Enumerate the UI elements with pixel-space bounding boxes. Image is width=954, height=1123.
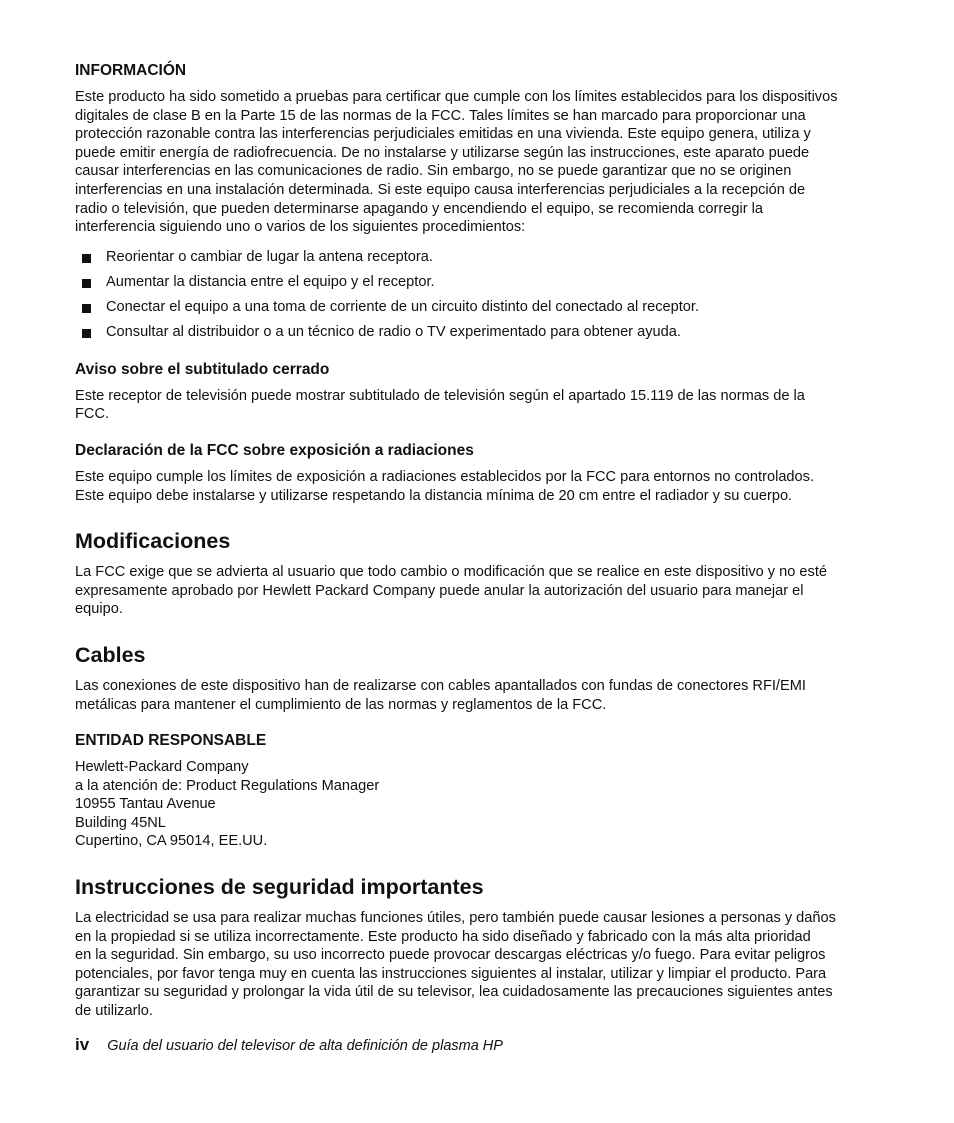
footer-document-title: Guía del usuario del televisor de alta definición de plasma HP	[107, 1038, 503, 1054]
section-heading-entidad: ENTIDAD RESPONSABLE	[75, 732, 267, 750]
text-line: Este equipo debe instalarse y utilizarse respetando la distancia mínima de 20 cm entre el radiador y su cuerpo.	[75, 487, 793, 504]
text-line: Las conexiones de este dispositivo han de realizarse con cables apantallados con fundas de conectores RFI/EMI	[75, 677, 806, 694]
modificaciones-paragraph	[75, 563, 875, 619]
text-line: FCC.	[75, 406, 110, 423]
text-line: digitales de clase B en la Parte 15 de las normas de la FCC. Tales límites se han marcado para proporcionar una	[75, 107, 806, 124]
text-line: equipo.	[75, 601, 123, 618]
text-line: Este receptor de televisión puede mostrar subtitulado de televisión según el apartado 15.119 de las normas de la	[75, 387, 805, 404]
text-line: garantizar su seguridad y prolongar la vida útil de su televisor, lea cuidadosamente las precauciones siguientes antes	[75, 984, 833, 1001]
subtitulado-paragraph	[75, 387, 875, 424]
text-line: potenciales, por favor tenga muy en cuenta las instrucciones siguientes al instalar, utilizar y limpiar el producto. Para	[75, 965, 827, 982]
informacion-paragraph	[75, 88, 875, 237]
list-item-text: Reorientar o cambiar de lugar la antena receptora.	[106, 248, 433, 265]
text-line: Este equipo cumple los límites de exposición a radiaciones establecidos por la FCC para entornos no controlados.	[75, 468, 815, 485]
list-item-text: Consultar al distribuidor o a un técnico de radio o TV experimentado para obtener ayuda.	[106, 323, 681, 340]
text-line: puede emitir energía de radiofrecuencia. De no instalarse y utilizarse según las instrucciones, este aparato puede	[75, 144, 810, 161]
section-heading-radiaciones: Declaración de la FCC sobre exposición a radiaciones	[75, 441, 474, 459]
address-line: Building 45NL	[75, 814, 166, 831]
seguridad-paragraph	[75, 909, 875, 1021]
text-line: radio o televisión, que pueden determinarse apagando y encendiendo el equipo, se recomienda corregir la	[75, 200, 763, 217]
text-line: causar interferencias en las comunicaciones de radio. Sin embargo, no se puede garantizar que no se originen	[75, 163, 792, 180]
text-line: en la seguridad. Sin embargo, su uso incorrecto puede provocar descargas eléctricas y/o fuego. Para evitar peligros	[75, 947, 826, 964]
text-line: interferencias en una instalación determinada. Si este equipo causa interferencias perjudiciales a la recepción de	[75, 181, 806, 198]
bullet-square-icon	[82, 279, 91, 288]
document-page	[75, 60, 875, 1021]
text-line: interferencia siguiendo uno o varios de los siguientes procedimientos:	[75, 219, 526, 236]
text-line: expresamente aprobado por Hewlett Packard Company puede anular la autorización del usuario para manejar el	[75, 582, 804, 599]
bullet-square-icon	[82, 254, 91, 263]
text-line: La FCC exige que se advierta al usuario que todo cambio o modificación que se realice en este dispositivo y no esté	[75, 564, 828, 581]
address-line: 10955 Tantau Avenue	[75, 796, 216, 813]
text-line: en la propiedad si se utiliza incorrectamente. Este producto ha sido diseñado y fabricado con la más alta prioridad	[75, 928, 811, 945]
page-footer	[75, 1035, 503, 1055]
text-line: La electricidad se usa para realizar muchas funciones útiles, pero también puede causar lesiones a personas y daños	[75, 910, 836, 927]
text-line: de utilizarlo.	[75, 1003, 153, 1020]
entidad-address	[75, 758, 875, 851]
section-heading-cables: Cables	[75, 642, 146, 667]
list-item	[75, 245, 875, 270]
bullet-square-icon	[82, 304, 91, 313]
address-line: a la atención de: Product Regulations Manager	[75, 777, 380, 794]
list-item	[75, 295, 875, 320]
list-item	[75, 320, 875, 345]
section-heading-modificaciones: Modificaciones	[75, 529, 231, 554]
page-number: iv	[75, 1035, 90, 1054]
radiaciones-paragraph	[75, 468, 875, 505]
text-line: protección razonable contra las interferencias perjudiciales emitidas en una vivienda. Este equipo genera, utiliza y	[75, 126, 811, 143]
cables-paragraph	[75, 677, 875, 714]
text-line: metálicas para mantener el cumplimiento de las normas y reglamentos de la FCC.	[75, 696, 607, 713]
section-heading-informacion: INFORMACIÓN	[75, 62, 187, 79]
procedures-list	[75, 245, 875, 345]
list-item-text: Aumentar la distancia entre el equipo y el receptor.	[106, 273, 435, 290]
bullet-square-icon	[82, 329, 91, 338]
address-line: Hewlett-Packard Company	[75, 759, 249, 776]
section-heading-seguridad: Instrucciones de seguridad importantes	[75, 875, 484, 900]
address-line: Cupertino, CA 95014, EE.UU.	[75, 833, 268, 850]
section-heading-subtitulado: Aviso sobre el subtitulado cerrado	[75, 360, 330, 378]
text-line: Este producto ha sido sometido a pruebas para certificar que cumple con los límites establecidos para los dispositivos	[75, 89, 838, 105]
list-item	[75, 270, 875, 295]
list-item-text: Conectar el equipo a una toma de corriente de un circuito distinto del conectado al receptor.	[106, 298, 700, 315]
